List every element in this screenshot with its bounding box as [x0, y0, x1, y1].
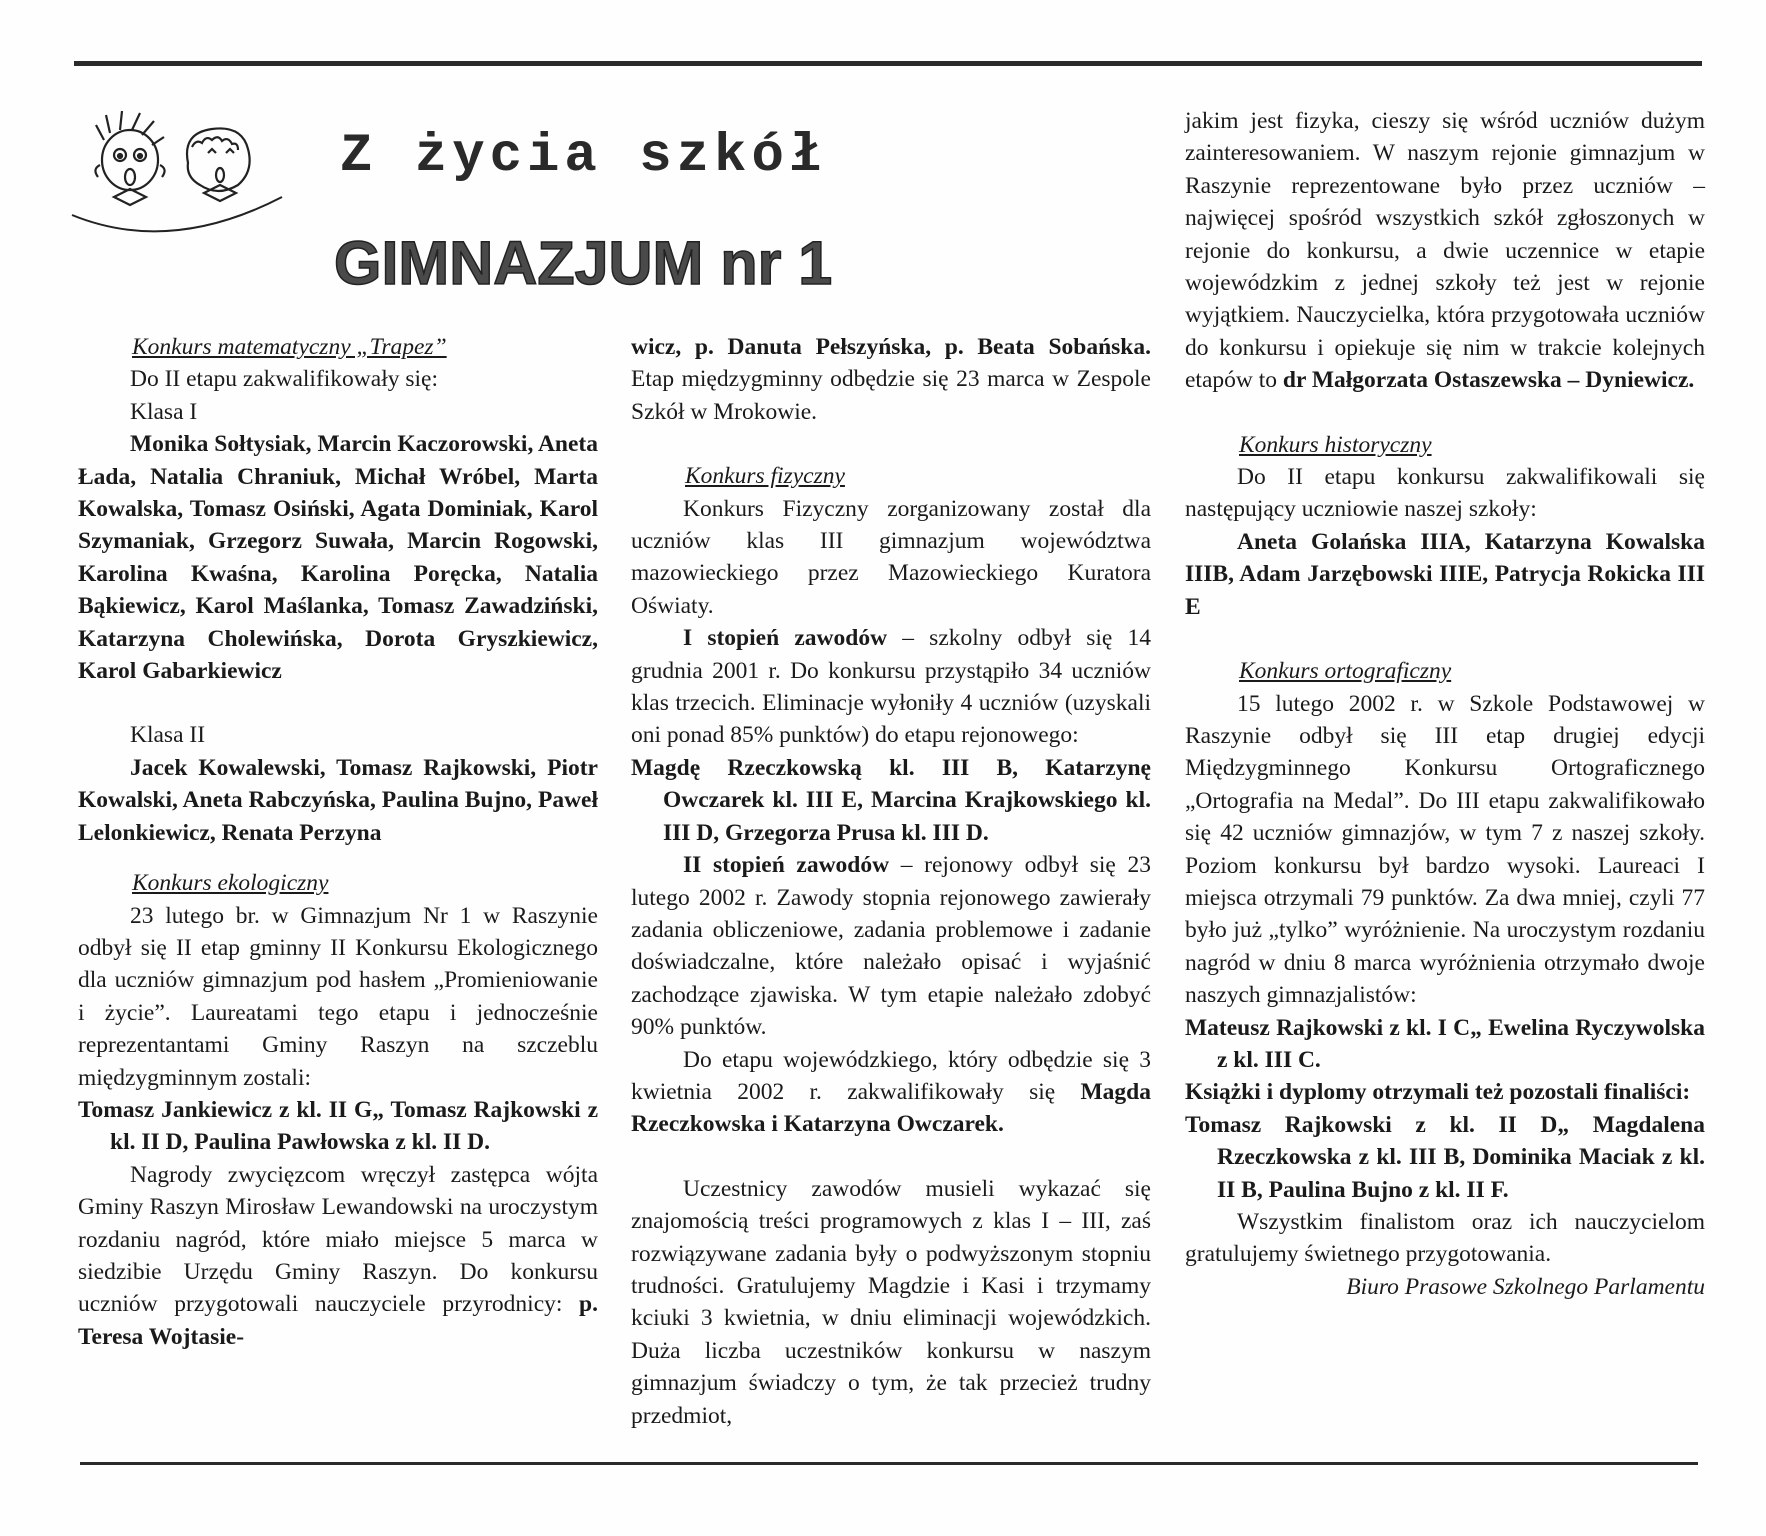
voivodeship-paragraph — [631, 1044, 1151, 1141]
section-heading-math: Konkurs matematyczny „Trapez” — [132, 334, 447, 360]
orto-text: 15 lutego 2002 r. w Szkole Podstawowej w Raszynie odbył się III etap drugiej edycji Międzygminnego Konkursu Ortograficznego „Ortografia na Medal”. Do III etapu zakwalifikowało się 42 uczniów gimnazjów, w tym 7 z naszej szkoły. Poziom konkursu był bardzo wysoki. Laureaci I miejsca otrzymali 79 punktów. Za dwa mniej, czyli 77 było już „tylko” wyróżnienie. Na uroczystym rozdaniu nagród w dniu 8 marca wyróżnienia otrzymało dwoje naszych gimnazjalistów: — [1185, 690, 1705, 1009]
signature: Biuro Prasowe Szkolnego Parlamentu — [1346, 1273, 1705, 1300]
school-title: GIMNAZJUM nr 1 — [334, 229, 833, 297]
article-column-3 — [1185, 105, 1705, 1303]
stage-2-label: II stopień zawodów — [683, 852, 890, 879]
eco-teachers-end: wicz, p. Danuta Pełszyńska, p. Beata Sobańska. — [631, 334, 1151, 360]
stage-1-label: I stopień zawodów — [683, 625, 888, 652]
hist-intro: Do II etapu konkursu zakwalifikowali się następujący uczniowie naszej szkoły: — [1185, 464, 1705, 523]
orto-distinguished: Mateusz Rajkowski z kl. I C„ Ewelina Ryczywolska z kl. III C. — [1185, 1014, 1705, 1073]
math-intro: Do II etapu zakwalifikowały się: — [130, 366, 439, 393]
class-2-names: Jacek Kowalewski, Tomasz Rajkowski, Piotr Kowalski, Aneta Rabczyńska, Paulina Bujno, Paweł Lelonkiewicz, Renata Perzyna — [78, 754, 598, 846]
article-column-2 — [631, 331, 1151, 1432]
article-column-1 — [78, 331, 598, 1353]
bottom-rule — [80, 1462, 1698, 1465]
orto-books: Książki i dyplomy otrzymali też pozostali finaliści: — [1185, 1079, 1691, 1106]
section-heading-eco: Konkurs ekologiczny — [132, 870, 329, 897]
stage-1-names: Magdę Rzeczkowską kl. III B, Katarzynę Owczarek kl. III E, Marcina Krajkowskiego kl. III D, Grzegorza Prusa kl. III D. — [631, 754, 1151, 846]
class-2-label: Klasa II — [130, 722, 206, 749]
orto-congrats: Wszystkim finalistom oraz ich nauczyciеlom gratulujemy świetnego przygotowania. — [1185, 1209, 1705, 1268]
stage-1-text: – szkolny odbył się 14 grudnia 2001 r. Do konkursu przystąpiło 34 uczniów klas trzecich. Eliminacje wyłoniły 4 uczniów (uzyskali oni ponad 85% punktów) do etapu rejonowego: — [631, 625, 1151, 749]
eco-continued-paragraph — [631, 331, 1151, 428]
phys-continued-paragraph — [1185, 105, 1705, 397]
voivodeship-names: Magda Rzeczkowska i Katarzyna Owczarek. — [631, 1078, 1151, 1138]
eco-awards-paragraph — [78, 1159, 598, 1353]
class-1-names: Monika Sołtysiak, Marcin Kaczorowski, Aneta Łada, Natalia Chraniuk, Michał Wróbel, Marta Kowalska, Tomasz Osiński, Agata Dominiak, Karol Szymaniak, Grzegorz Suwała, Marcin Rogowski, Karolina Kwaśna, Karolina Poręcka, Natalia Bąkiewicz, Karol Maślanka, Tomasz Zawadziński, Katarzyna Cholewińska, Dorota Gryszkiewicz, Karol Gabarkiewicz — [78, 431, 598, 685]
section-heading-orto: Konkurs ortograficzny — [1239, 658, 1452, 685]
eco-next-stage: Etap międzygminny odbędzie się 23 marca w Zespole Szkół w Mrokowie. — [631, 366, 1151, 425]
eco-text: 23 lutego br. w Gimnazjum Nr 1 w Raszynie odbył się II etap gminny II Konkursu Ekologicznego dla uczniów gimnazjum pod hasłem „Promieniowanie i życie”. Laureatami tego etapu i jednocześnie reprezentantami Gminy Raszyn na szczeblu międzygminnym zostali: — [78, 902, 598, 1091]
stage-1-paragraph — [631, 622, 1151, 752]
phys-teacher: dr Małgorzata Ostaszewska – Dyniewicz. — [1282, 367, 1695, 394]
phys-closing-text: Uczestnicy zawodów musieli wykazać się znajomością treści programowych z klas I – III, zaś rozwiązywane zadania były o podwyższonym stopniu trudności. Gratulujemy Magdzie i Kasi i trzymamy kciuki 3 kwietnia, w dniu eliminacji wojewódzkich. Duża liczba uczestników konkursu w naszym gimnazjum świadczy o tym, że tak przecież trudny przedmiot, — [631, 1175, 1151, 1429]
eco-laureates: Tomasz Jankiewicz z kl. II G„ Tomasz Rajkowski z kl. II D, Paulina Pawłowska z kl. II D. — [78, 1096, 598, 1156]
orto-finalists: Tomasz Rajkowski z kl. II D„ Magdalena Rzeczkowska z kl. III B, Dominika Maciak z kl. II B, Paulina Bujno z kl. II F. — [1185, 1111, 1705, 1203]
column-title: Z życia szkół — [340, 126, 827, 187]
class-1-label: Klasa I — [130, 398, 198, 425]
voivodeship-text: Do etapu wojewódzkiego, który odbędzie się 3 kwietnia 2002 r. zakwalifikowały się — [631, 1046, 1151, 1105]
eco-awards-text: Nagrody zwycięzcom wręczył zastępca wójta Gminy Raszyn Mirosław Lewandowski na uroczystym rozdaniu nagród, które miało miejsce 5 marca w siedzibie Urzędu Gminy Raszyn. Do konkursu uczniów przygotowali nauczyciele przyrodnicy: — [78, 1161, 598, 1318]
stage-2-paragraph — [631, 849, 1151, 1043]
two-kids-icon — [70, 105, 290, 245]
eco-teachers-start: p. Teresa Wojtasie- — [78, 1291, 598, 1350]
phys-intro: Konkurs Fizyczny zorganizowany został dla uczniów klas III gimnazjum województwa mazowieckiego przez Mazowieckiego Kuratora Oświaty. — [631, 495, 1151, 619]
stage-2-text: – rejonowy odbył się 23 lutego 2002 r. Zawody stopnia rejonowego zawierały zadania obliczeniowe, zadania problemowe i zadanie doświadczalne, które należało opisać i wyjaśnić zachodzące zjawiska. W tym etapie należało zdobyć 90% punktów. — [631, 852, 1151, 1041]
phys-continued-text: jakim jest fizyka, cieszy się wśród uczniów dużym zainteresowaniem. W naszym rejonie gimnazjum w Raszynie reprezentowane było przez uczniów – najwięcej spośród wszystkich szkół zgłoszonych w rejonie do konkursu, a dwie uczennice w etapie wojewódzkim z jednej szkoły też jest w rejonie wyjątkiem. Nauczycielka, która przygotowała uczniów do konkursu i opiekuje się nim w trakcie kolejnych etapów to — [1185, 108, 1705, 394]
hist-names: Aneta Golańska IIIA, Katarzyna Kowalska IIIB, Adam Jarzębowski IIIE, Patrycja Rokicka III E — [1185, 528, 1705, 620]
section-heading-phys: Konkurs fizyczny — [685, 463, 845, 490]
section-heading-hist: Konkurs historyczny — [1239, 431, 1432, 458]
top-rule — [74, 61, 1702, 66]
